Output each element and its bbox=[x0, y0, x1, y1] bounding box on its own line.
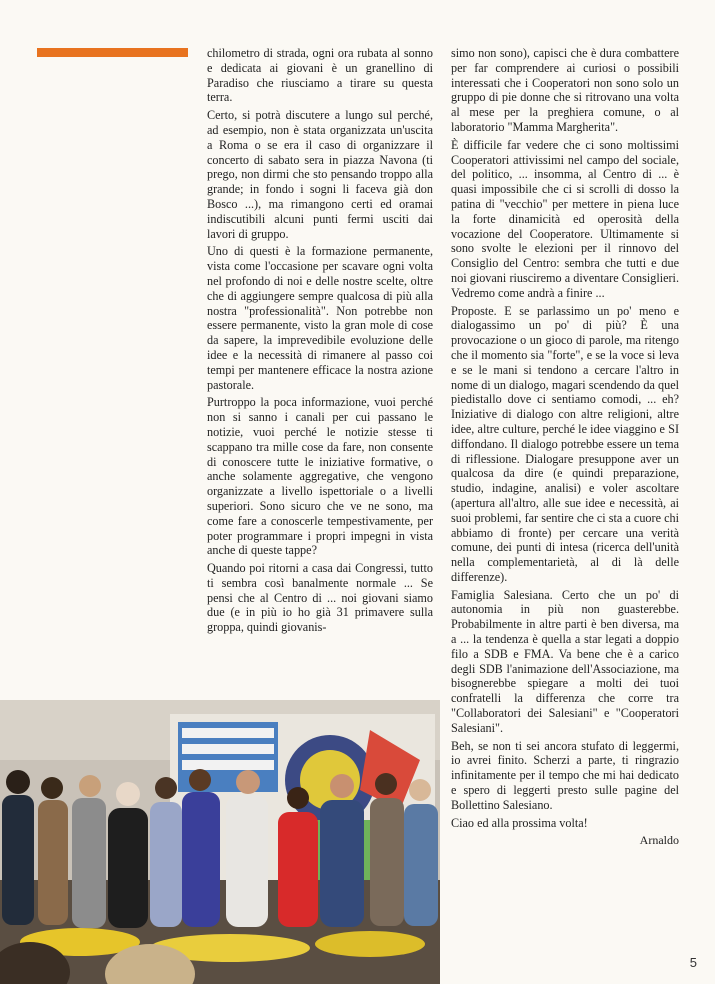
accent-bar bbox=[37, 48, 188, 57]
paragraph: Quando poi ritorni a casa dai Congressi, tutto ti sembra così banalmente normale ... Se pensi che al Centro di ... noi giovani siamo due (e in più io ho già 31 primavere sulla groppa, quindi giovanis- bbox=[207, 561, 433, 635]
text-column-left bbox=[207, 46, 433, 638]
page-number: 5 bbox=[689, 955, 697, 970]
paragraph: Certo, si potrà discutere a lungo sul perché, ad esempio, non è stata organizzata un'uscita a Roma o se era il caso di organizzare il concerto di sabato sera in piazza Navona (ti prego, non dirmi che sto pensando troppo alla grande; in fondo i sogni li faceva già don Bosco ...), ma rimangono certi ed oramai indiscutibili alcuni punti fermi usciti dai lavori di gruppo. bbox=[207, 108, 433, 241]
text-column-right bbox=[451, 46, 679, 848]
paragraph: È difficile far vedere che ci sono moltissimi Cooperatori attivissimi nel campo del sociale, del politico, ... insomma, al Centro di ... è quasi impossibile che ci si scrolli di dosso la patina di "vecchio" per mettere in piena luce la forte dinamicità ed operosità della vocazione del Cooperatore. Ultimamente si sono svolte le elezioni per il rinnovo del Consiglio del Centro: sembra che tutti e due noi giovani riusciremo a diventare Consiglieri. Vedremo come andrà a finire ... bbox=[451, 137, 679, 300]
paragraph: Uno di questi è la formazione permanente, vista come l'occasione per scavare ogni volta nel profondo di noi e delle nostre scelte, oltre che di aggiungere sempre qualcosa di più alla nostra "professionalità". Non potrebbe non essere permanente, visto la gran mole di cose da sapere, la imprevedibile evoluzione delle idee e la necessità di rimanere al passo coi tempi per mantenere efficace la nostra azione pastorale. bbox=[207, 244, 433, 392]
paragraph: Beh, se non ti sei ancora stufato di leggermi, io avrei finito. Scherzi a parte, ti ringrazio infinitamente per il tempo che mi hai dedicato e spero di leggerti presto sulle pagine del Bollettino Salesiano. bbox=[451, 738, 679, 812]
paragraph: Proposte. E se parlassimo un po' meno e dialogassimo un po' di più? È una provocazione o un gioco di parole, ma ritengo che il momento sia "forte", e se la voce si leva e se le mani si tendono a cercare l'altro in nome di un dialogo, magari scendendo da quel piedistallo dove ci sentiamo comodi, ... eh? Iniziative di dialogo con altre religioni, altre idee, altre culture, perché le idee viaggino e SI diffondano. Il dialogo potrebbe essere un tema di riflessione. Dialogare presuppone aver un qualcosa da dire (e quindi preparazione, studio, indagine, analisi) e voler ascoltare (apertura all'altro, alle sue idee e necessità, ai suoi problemi, far sentire che ci sta a cuore chi abbiamo di fronte) per cercare una verità comune, dei punti di intesa (ricerca dell'unità nella complementarietà, al di là delle differenze). bbox=[451, 303, 679, 584]
author-signature: Arnaldo bbox=[639, 833, 679, 848]
choir-photo bbox=[0, 700, 440, 984]
paragraph: simo non sono), capisci che è dura combattere per far comprendere ai curiosi o possibili interessati che i Cooperatori non sono solo un gruppo di pie donne che si ritrovano una volta al mese per la preghiera comune, o al laboratorio "Mamma Margherita". bbox=[451, 46, 679, 134]
paragraph: chilometro di strada, ogni ora rubata al sonno e dedicata ai giovani è un granellino di Paradiso che riusciamo a tirare su questa terra. bbox=[207, 46, 433, 105]
paragraph: Purtroppo la poca informazione, vuoi perché non si sanno i canali per cui passano le notizie, vuoi perché le notizie stesse ti scappano tra mille cose da fare, non consente di conoscere tutte le iniziative formative, o anche solamente aggregative, che vengono organizzate a livello ispettoriale o a livelli superiori. Sono sicuro che ve ne sono, ma come fare a conoscerle tempestivamente, per poter programmare i propri impegni in vista anche di queste tappe? bbox=[207, 395, 433, 558]
paragraph: Ciao ed alla prossima volta! bbox=[451, 815, 588, 830]
paragraph: Famiglia Salesiana. Certo che un po' di autonomia in più non guasterebbe. Probabilmente in altre parti è ben diversa, ma a ... la tendenza è quella a star legati a doppio filo a SDB e FMA. Va bene che è a carico degli SDB l'animazione dell'Associazione, ma bisognerebbe spiegare a molti dei tuoi confratelli la differenza che corre tra "Collaboratori dei Salesiani" e "Cooperatori Salesiani". bbox=[451, 587, 679, 735]
